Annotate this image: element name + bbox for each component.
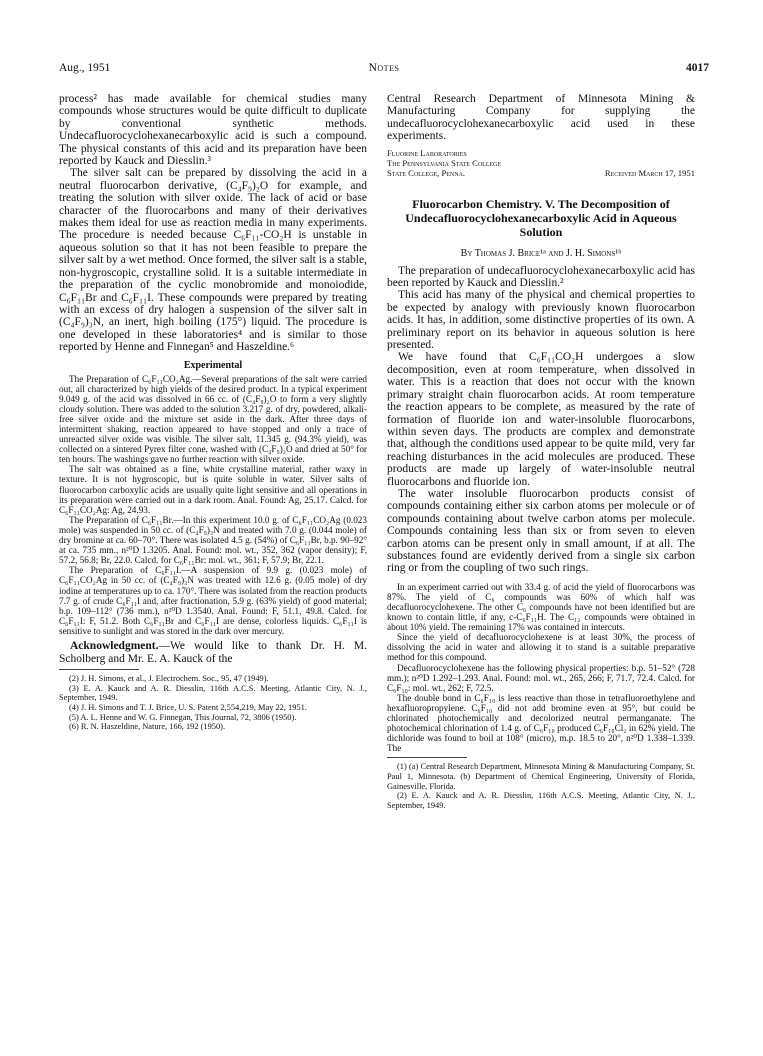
paragraph: The silver salt can be prepared by dissolving the acid in a neutral fluorocarbon derivative, (C₄F₉)₂O for example, and treating the solution with silver oxide. The lack of acid or base character of the fluorocarbons and many of their derivatives makes them ideal for use as reaction media in many experiments. The procedure is needed because C₆F₁₁-CO₂H is unstable in aqueous solution so that it has not been feasible to prepare the silver salt by a wet method. Once formed, the silver salt is a stable, non-hygroscopic, crystalline solid. It is a suitable intermediate in the preparation of the cyclic monobromide and monoiodide, C₆F₁₁Br and C₆F₁₁I. These compounds were prepared by treating with an excess of dry halogen a suspension of the silver salt in (C₄F₉)₃N, an inert, high boiling (175°) liquid. The procedure is one developed in these laboratories⁴ and is similar to those reported by Henne and Finnegan⁵ and Haszeldine.⁶ xyxy=(59,167,367,354)
affiliation-block xyxy=(387,148,695,179)
article-small-print xyxy=(387,582,695,754)
header-section: Notes xyxy=(368,62,400,74)
experimental-section xyxy=(59,374,367,636)
paragraph: The water insoluble fluorocarbon products consist of compounds containing either six carbon atoms per molecule or of compounds containing about twelve carbon atoms per molecule. Compounds containing less than six or from seven to eleven carbon atoms can be present only in small amount, if at all. The substances found are evidently derived from a single six carbon ring or from the coupling of two such rings. xyxy=(387,487,695,575)
right-column xyxy=(387,93,695,1038)
right-continuation xyxy=(387,93,695,143)
acknowledgment-label: Acknowledgment. xyxy=(70,639,159,652)
acknowledgment xyxy=(59,640,367,665)
running-header xyxy=(59,62,709,78)
footnote-rule xyxy=(59,669,139,670)
header-date: Aug., 1951 xyxy=(59,62,111,74)
paragraph: The Preparation of C₆F₁₁Br.—In this experiment 10.0 g. of C₆F₁₁CO₂Ag (0.023 mole) was suspended in 50 cc. of (C₄F₉)₃N and treated with 7.0 g. (0.044 mole) of dry bromine at ca. 60–70°. There was isolated 4.5 g. (54%) of C₆F₁₁Br, b.p. 90–92° at ca. 735 mm., n²⁰D 1.3205. Anal. Found: mol. wt., 352, 362 (vapor density); F, 57.2, 56.8; Br, 22.0. Calcd. for C₆F₁₁Br: mol. wt., 361; F, 57.9; Br, 22.1. xyxy=(59,514,367,566)
footnote: (3) E. A. Kauck and A. R. Diesslin, 116th A.C.S. Meeting, Atlantic City, N. J., September, 1949. xyxy=(59,683,367,703)
footnote: (2) J. H. Simons, et al., J. Electrochem. Soc., 95, 47 (1949). xyxy=(69,674,269,684)
paragraph: Decafluorocyclohexene has the following physical properties: b.p. 51–52° (728 mm.); n²⁰D 1.292–1.293. Anal. Found: mol. wt., 265, 266; F, 71.7, 72.4. Calcd. for C₆F₁₀: mol. wt., 262; F, 72.5. xyxy=(387,662,695,693)
received-date: Received March 17, 1951 xyxy=(604,168,695,179)
footnote: (4) J. H. Simons and T. J. Brice, U. S. Patent 2,554,219, May 22, 1951. xyxy=(69,702,307,712)
article-title: Fluorocarbon Chemistry. V. The Decomposition of Undecafluorocyclohexanecarboxylic Acid in Aqueous Solution xyxy=(405,197,677,239)
paragraph: In an experiment carried out with 33.4 g. of acid the yield of fluorocarbons was 87%. The yield of C₆ compounds was 60% of which half was decafluorocyclohexene. The other C₆ compounds have not been identified but are known to contain little, if any, c-C₆F₁₁H. The C₁₂ compounds were obtained in about 10% yield. The remaining 17% was contained in intercuts. xyxy=(387,581,695,633)
footnote-rule xyxy=(387,757,467,758)
paragraph: The Preparation of C₆F₁₁CO₂Ag.—Several preparations of the salt were carried out, all characterized by high yields of the desired product. In a typical experiment 9.049 g. of the acid was dissolved in 66 cc. of (C₄F₉)₂O to form a very slightly cloudy solution. There was added to the solution 3.217 g. of dry, powdered, alkali-free silver oxide and the mixture set aside in the dark. After three days of intermittent shaking, reaction appeared to have stopped and only a trace of unreacted silver oxide was visible. The silver salt, 11.345 g. (94.3% yield), was collected on a sintered Pyrex filter cone, washed with (C₄F₉)₂O and dried at 50° for ten hours. The washings gave no further reaction with silver oxide. xyxy=(59,373,367,465)
paragraph: The double bond in C₆F₁₀ is less reactive than those in tetrafluoroethylene and hexafluoropropylene. C₆F₁₀ did not add bromine even at 95°, but could be chlorinated photochemically and decolorized neutral permanganate. The photochemical chlorination of 1.4 g. of C₆F₁₀ produced C₆F₁₀Cl₂ in 62% yield. The dichloride was found to boil at 108° (micro), m.p. 18.5 to 20°, n²⁰D 1.338–1.339. The xyxy=(387,692,695,754)
paragraph: The preparation of undecafluorocyclohexanecarboxylic acid has been reported by Kauck and Diesslin.² xyxy=(387,264,695,290)
paragraph: process² has made available for chemical studies many compounds whose structures would be quite difficult to duplicate by conventional synthetic methods. Undecafluorocyclohexanecarboxylic acid is such a compound. The physical constants of this acid and its preparation have been reported by Kauck and Diesslin.³ xyxy=(59,93,367,168)
paragraph: The Preparation of C₆F₁₁I.—A suspension of 9.9 g. (0.023 mole) of C₆F₁₁CO₂Ag in 50 cc. of (C₄F₉)₃N was treated with 12.6 g. (0.05 mole) of dry iodine at temperatures up to ca. 170°. There was isolated from the reaction products 7.7 g. of crude C₆F₁₁I and, after fractionation, 5.9 g. (63% yield) of good material; b.p. 109–112° (736 mm.), n²⁰D 1.3540. Anal. Found: F, 51.1, 49.8. Calcd. for C₆F₁₁I: F, 51.2. Both C₆F₁₁Br and C₆F₁₁I are dense, colorless liquids. C₆F₁₁I is sensitive to sunlight and was stored in the dark over mercury. xyxy=(59,565,367,636)
footnote: (5) A. L. Henne and W. G. Finnegan, This Journal, 72, 3806 (1950). xyxy=(69,712,297,722)
left-intro xyxy=(59,93,367,354)
paragraph: This acid has many of the physical and chemical properties to be expected by analogy with previously known fluorocarbon acids. It has, in addition, some distinctive properties of its own. A preliminary report on its behavior in aqueous solution is here presented. xyxy=(387,289,695,352)
footnote: (2) E. A. Kauck and A. R. Diesslin, 116th A.C.S. Meeting, Atlantic City, N. J., September, 1949. xyxy=(387,791,695,810)
affiliation-place: State College, Penna. xyxy=(387,168,466,179)
article-authors: By Thomas J. Brice¹ᵃ and J. H. Simons¹ᵇ xyxy=(460,247,622,259)
footnote: (1) (a) Central Research Department, Minnesota Mining & Manufacturing Company, St. Paul 1, Minnesota. (b) Department of Chemical Engineering, University of Florida, Gainesville, Florida. xyxy=(387,762,695,791)
affiliation-lab: Fluorine Laboratories xyxy=(387,147,467,158)
header-page-number: 4017 xyxy=(686,62,709,74)
footnote: (6) R. N. Haszeldine, Nature, 166, 192 (1950). xyxy=(69,722,226,732)
paragraph: Since the yield of decafluorocyclohexene is at least 30%, the process of dissolving the acid in water and allowing it to stand is a suitable preparative method for this compound. xyxy=(387,632,695,663)
left-footnotes xyxy=(59,674,367,732)
acknowledgment-text: —We would like to thank Dr. H. M. Scholberg and Mr. E. A. Kauck of the xyxy=(59,639,367,665)
article-body xyxy=(387,265,695,575)
left-column xyxy=(59,93,367,1038)
affiliation-college: The Pennsylvania State College xyxy=(387,157,502,168)
paragraph: Central Research Department of Minnesota Mining & Manufacturing Company for supplying the undecafluorocyclohexanecarboxylic acid used in these experiments. xyxy=(387,93,695,143)
paragraph: The salt was obtained as a fine, white crystalline material, rather waxy in texture. It is not hygroscopic, but is quite soluble in water. Silver salts of fluorocarbon carboxylic acids are usually quite light sensitive and all operations in its preparation were carried out in a dark room. Anal. Found: Ag, 25.17. Calcd. for C₆F₁₁CO₂Ag: Ag, 24.93. xyxy=(59,464,367,515)
experimental-heading: Experimental xyxy=(183,359,243,371)
right-footnotes xyxy=(387,762,695,810)
paragraph: We have found that C₆F₁₁CO₂H undergoes a slow decomposition, even at room temperature, when dissolved in water. This is a reaction that does not occur with the known primary straight chain fluorocarbon acids. At room temperature the reaction appears to be complete, as measured by the rate of formation of fluoride ion and water-insoluble fluorocarbons, within seven days. The products are complex and demonstrate that, although the conditions used appear to be quite mild, very far reaching disturbances in the acid molecules are produced. These products are made up largely of water-insoluble neutral fluorocarbons and fluoride ion. xyxy=(387,351,695,488)
